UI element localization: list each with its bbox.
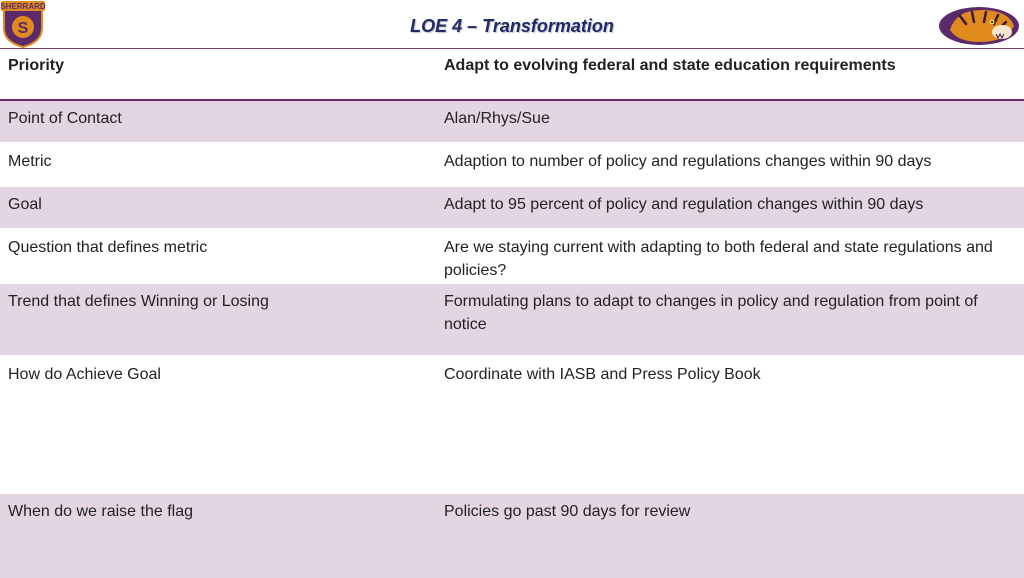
row-value: Alan/Rhys/Sue <box>437 100 1024 143</box>
row-label: How do Achieve Goal <box>0 356 437 493</box>
logo-left-text: SHERRARD <box>0 2 46 11</box>
table-header-row <box>0 49 1024 100</box>
table-row <box>0 186 1024 229</box>
row-value: Policies go past 90 days for review <box>437 493 1024 578</box>
loe-table <box>0 49 1024 578</box>
row-label: When do we raise the flag <box>0 493 437 578</box>
row-label: Goal <box>0 186 437 229</box>
row-label: Metric <box>0 143 437 186</box>
row-label: Point of Contact <box>0 100 437 143</box>
row-value: Adapt to 95 percent of policy and regulation changes within 90 days <box>437 186 1024 229</box>
row-value: Coordinate with IASB and Press Policy Book <box>437 356 1024 493</box>
slide-header <box>0 0 1024 48</box>
table-row <box>0 493 1024 578</box>
table-row <box>0 229 1024 283</box>
priority-value: Adapt to evolving federal and state education requirements <box>437 49 1024 100</box>
table-row <box>0 100 1024 143</box>
row-label: Trend that defines Winning or Losing <box>0 283 437 356</box>
table-row <box>0 283 1024 356</box>
row-label: Question that defines metric <box>0 229 437 283</box>
table-row <box>0 356 1024 493</box>
page-title: LOE 4 – Transformation <box>410 16 614 36</box>
row-value: Are we staying current with adapting to both federal and state regulations and policies? <box>437 229 1024 283</box>
row-value: Formulating plans to adapt to changes in policy and regulation from point of notice <box>437 283 1024 356</box>
row-value: Adaption to number of policy and regulations changes within 90 days <box>437 143 1024 186</box>
tiger-icon <box>936 2 1022 46</box>
table-row <box>0 143 1024 186</box>
logo-left-letter: S <box>17 20 29 37</box>
priority-label: Priority <box>0 49 437 100</box>
